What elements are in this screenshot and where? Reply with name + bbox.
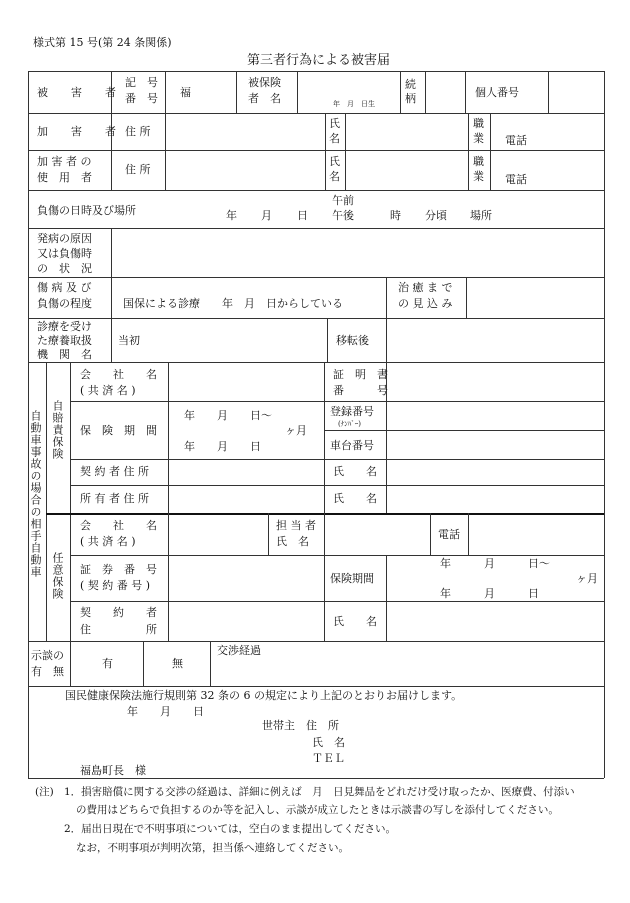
assailant-name-input[interactable]	[348, 115, 465, 148]
assailant-label: 加 害 者	[37, 125, 122, 138]
person-label-1: 担 当 者	[276, 519, 316, 532]
facility-initial-input[interactable]	[145, 320, 324, 360]
reg-number-label: 登録番号	[330, 405, 374, 418]
employer-name-label-1: 氏	[329, 155, 340, 168]
contract-name-label: 氏 名	[333, 465, 377, 478]
notes-line-1: 1．損害賠償に関する交渉の経過は、詳細に例えば 月 日見舞品をどれだけ受け取ったか、医療費、付添い	[64, 786, 575, 798]
employer-label-1: 加 害 者 の	[37, 155, 92, 168]
notes-marker: (注)	[35, 786, 54, 798]
hour-label: 時	[390, 209, 401, 222]
addressee: 福島町長 様	[80, 764, 146, 777]
contract-address-input[interactable]	[171, 461, 321, 483]
illness-label-2: 負傷の程度	[37, 297, 92, 310]
cure-label-2: の 見 込 み	[398, 297, 453, 310]
v-name-input[interactable]	[389, 603, 601, 639]
v-period-months: ヶ月	[576, 572, 598, 585]
employer-address-input[interactable]	[168, 152, 322, 188]
facility-transfer-label: 移転後	[336, 334, 369, 347]
cert-label-2: 番 号	[333, 384, 388, 397]
cure-input[interactable]	[469, 279, 601, 316]
v-name-label: 氏 名	[333, 615, 377, 628]
assailant-address-label: 住 所	[125, 125, 151, 138]
facility-label-2: た療養取扱	[37, 334, 92, 347]
person-label-2: 氏 名	[276, 535, 309, 548]
car-outer-label: 自動車事故の場合の相手自動車	[29, 410, 42, 578]
policy-label-1: 証 券 番 号	[80, 563, 157, 576]
head-name-input[interactable]	[355, 734, 595, 750]
assailant-name-label-2: 名	[329, 132, 340, 145]
assailant-job-input[interactable]	[493, 115, 601, 133]
facility-label-3: 機 関 名	[37, 348, 92, 361]
v-contract-address-input[interactable]	[171, 603, 321, 639]
head-tel-input[interactable]	[355, 751, 595, 767]
victim-kigo-input[interactable]	[195, 76, 233, 110]
pm-label: 午後	[332, 209, 354, 222]
mandatory-insurance-label: 自賠責保険	[51, 400, 64, 460]
insured-label: 被保険	[248, 76, 281, 89]
reg-number-sub: (ﾅﾝﾊﾞｰ)	[338, 420, 361, 428]
company-input[interactable]	[171, 364, 321, 399]
reg-number-input[interactable]	[389, 403, 601, 428]
vehicle-number-input[interactable]	[389, 432, 601, 457]
policy-number-input[interactable]	[171, 557, 321, 599]
cause-label-1: 発病の原因	[37, 232, 92, 245]
employer-name-input[interactable]	[348, 152, 465, 188]
minute-label: 分頃	[425, 209, 447, 222]
v-company-label-2: ( 共 済 名 )	[80, 535, 136, 548]
notes-line-4: なお，不明事項が判明次第，担当係へ連絡してください。	[76, 842, 349, 854]
employer-phone-label: 電話	[505, 173, 527, 186]
cause-input[interactable]	[114, 230, 601, 275]
cause-label-3: の 状 況	[37, 262, 92, 275]
v-period-label: 保険期間	[330, 572, 374, 585]
form-title: 第三者行為による被害届	[247, 53, 391, 68]
owner-address-input[interactable]	[171, 487, 321, 511]
facility-initial-label: 当初	[118, 334, 140, 347]
period-line-2: 年 月 日	[184, 440, 261, 453]
policy-label-2: ( 契 約 番 号 )	[80, 579, 151, 592]
head-name-label: 氏 名	[312, 736, 345, 749]
day-label: 日	[297, 209, 308, 222]
cert-number-input[interactable]	[389, 364, 601, 399]
cert-label-1: 証 明 書	[333, 368, 388, 381]
assailant-job-label-2: 業	[473, 132, 484, 145]
notes-line-2: の費用はどちらで負担するのか等を記入し、示談が成立したときは示談書の写しを添付してください。	[76, 804, 559, 816]
owner-name-label: 氏 名	[333, 492, 377, 505]
owner-address-label: 所 有 者 住 所	[80, 492, 149, 505]
form-number: 様式第 15 号(第 24 条関係)	[33, 36, 172, 49]
month-label: 月	[261, 209, 272, 222]
period-line-1: 年 月 日〜	[184, 409, 272, 422]
employer-address-label: 住 所	[125, 163, 151, 176]
illness-content: 国保による診療 年 月 日からしている	[123, 297, 343, 310]
settlement-no-option[interactable]: 無	[172, 657, 183, 670]
company-label-2: ( 共 済 名 )	[80, 384, 136, 397]
cure-label-1: 治 癒 ま で	[398, 281, 453, 294]
victim-label: 被 害 者	[37, 86, 122, 99]
employer-label-2: 使 用 者	[37, 171, 92, 184]
declaration-date: 年 月 日	[127, 705, 204, 718]
assailant-name-label-1: 氏	[329, 117, 340, 130]
v-phone-input[interactable]	[471, 515, 601, 553]
v-contract-label-1: 契 約 者	[80, 606, 157, 619]
injury-place-input[interactable]	[500, 192, 601, 226]
settlement-label-1: 示談の	[31, 649, 64, 662]
head-address-input[interactable]	[355, 717, 595, 733]
place-label: 場所	[470, 209, 492, 222]
v-person-input[interactable]	[327, 515, 427, 553]
illness-label-1: 傷 病 及 び	[37, 281, 92, 294]
am-label: 午前	[332, 194, 354, 207]
victim-relation-input[interactable]	[428, 74, 463, 110]
company-label-1: 会 社 名	[80, 368, 157, 381]
relation-label-1: 続	[405, 78, 416, 91]
insured-name-label: 者 名	[248, 92, 281, 105]
assailant-job-label-1: 職	[473, 117, 484, 130]
birth-date-label: 年 月 日生	[333, 100, 375, 108]
v-company-label-1: 会 社 名	[80, 519, 157, 532]
cause-label-2: 又は負傷時	[37, 247, 92, 260]
vehicle-number-label: 車台番号	[330, 439, 374, 452]
settlement-label-2: 有 無	[31, 665, 64, 678]
settlement-yes-option[interactable]: 有	[102, 657, 113, 670]
period-months: ヶ月	[285, 424, 307, 437]
v-phone-label: 電話	[438, 528, 460, 541]
notes-line-3: 2．届出日現在で不明事項については，空白のまま提出してください。	[64, 823, 396, 835]
period-label: 保 険 期 間	[80, 424, 157, 437]
kigo-value: 福	[180, 86, 191, 99]
contract-address-label: 契 約 者 住 所	[80, 465, 149, 478]
negotiation-input[interactable]	[213, 660, 601, 684]
relation-label-2: 柄	[405, 92, 416, 105]
voluntary-insurance-label: 任意保険	[51, 552, 64, 600]
employer-job-label-1: 職	[473, 155, 484, 168]
assailant-phone-label: 電話	[505, 134, 527, 147]
kigo-label: 記 号	[125, 76, 158, 89]
declaration-text: 国民健康保険法施行規則第 32 条の 6 の規定により上記のとおりお届けします。	[65, 689, 463, 702]
facility-label-1: 診療を受け	[37, 320, 92, 333]
v-period-line-2: 年 月 日	[440, 587, 539, 600]
assailant-address-input[interactable]	[168, 115, 322, 148]
year-label: 年	[226, 209, 237, 222]
v-company-input[interactable]	[171, 515, 265, 553]
victim-name-input[interactable]	[300, 74, 397, 98]
head-address-label: 世帯主 住 所	[262, 719, 339, 732]
injury-time-label: 負傷の日時及び場所	[37, 204, 136, 217]
v-contract-label-2: 住 所	[80, 623, 157, 636]
bango-label: 番 号	[125, 92, 158, 105]
employer-job-label-2: 業	[473, 170, 484, 183]
personal-number-label: 個人番号	[475, 86, 519, 99]
personal-number-input[interactable]	[551, 74, 601, 110]
v-period-line-1: 年 月 日〜	[440, 557, 550, 570]
contract-name-input[interactable]	[389, 461, 601, 483]
head-tel-label: ＴＥＬ	[312, 752, 345, 765]
negotiation-label: 交渉経過	[217, 644, 261, 657]
employer-name-label-2: 名	[329, 170, 340, 183]
owner-name-input[interactable]	[389, 487, 601, 511]
facility-transfer-input[interactable]	[389, 320, 601, 360]
